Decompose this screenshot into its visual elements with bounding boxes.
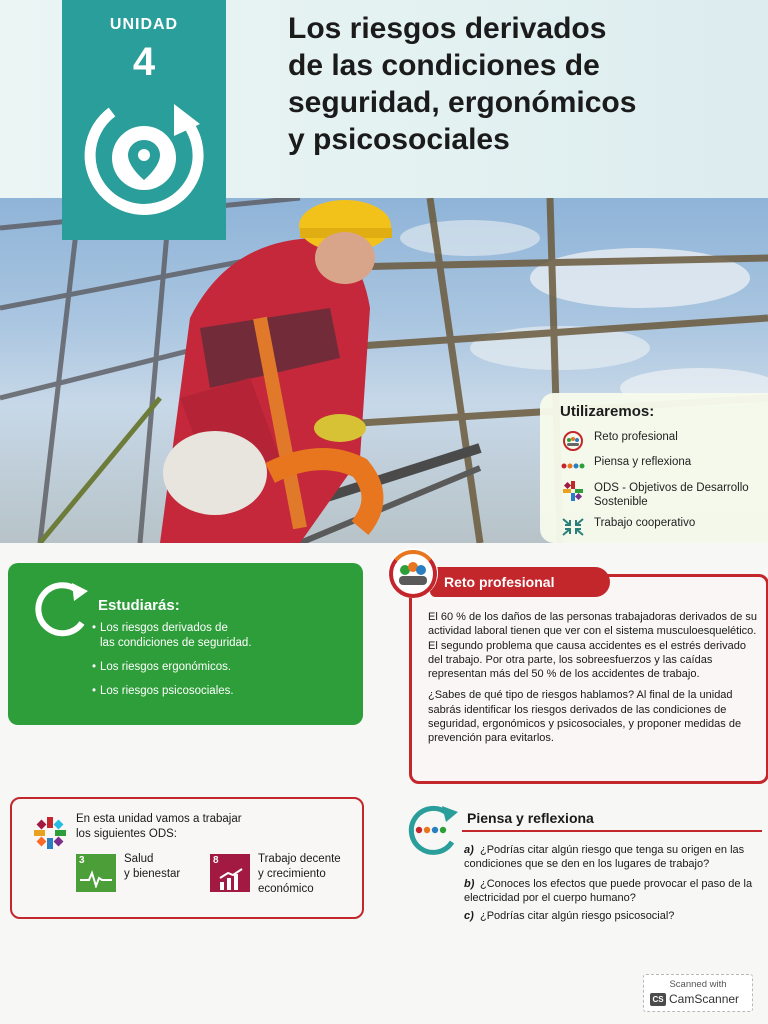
cycle-arrow-icon: [32, 579, 92, 639]
question-letter: a): [464, 844, 474, 856]
sdg-label: Trabajo decente y crecimiento económico: [258, 853, 341, 895]
reto-profesional-icon: [560, 431, 586, 451]
title-line: Los riesgos derivados: [288, 12, 607, 45]
estudiaras-list: [92, 621, 252, 708]
legend-label: Reto profesional: [594, 431, 678, 443]
location-cycle-icon: [82, 94, 206, 218]
unit-badge: [62, 0, 226, 240]
reto-title: Reto profesional: [444, 574, 555, 590]
question-text: ¿Podrías citar algún riesgo psicosocial?: [480, 910, 675, 922]
utilizaremos-panel: [540, 393, 768, 543]
unit-title: [288, 10, 758, 158]
question-text: ¿Podrías citar algún riesgo que tenga su origen en las condiciones que se den en los lugares de trabajo?: [464, 844, 745, 870]
ods-wheel-icon: [34, 817, 66, 849]
growth-chart-icon: [218, 868, 244, 890]
legend-item-ods: [560, 481, 749, 509]
reto-text: [428, 610, 760, 753]
unit-label: UNIDAD: [109, 16, 179, 33]
question-text: ¿Conoces los efectos que puede provocar el paso de la electricidad por el cuerpo humano?: [464, 878, 753, 904]
legend-label: Piensa y reflexiona: [594, 456, 692, 468]
ods-intro: En esta unidad vamos a trabajar los siguientes ODS:: [76, 813, 242, 840]
reto-paragraph: El 60 % de los daños de las personas trabajadoras derivados de su actividad laboral tienen que ver con el sistema musculoesquelético. El segundo problema que causa accidentes es el estrés derivado del trabajo. Por otra parte, los sobreesfuerzos y las caídas representan más del 50 % de los accidentes de trabajo.: [428, 611, 757, 681]
title-line: de las condiciones de: [288, 49, 600, 82]
ods-wheel-icon: [560, 481, 586, 501]
sdg-3-tile: [76, 854, 116, 892]
camscanner-logo-icon: CS: [650, 993, 666, 1006]
reto-profesional-icon: [386, 546, 440, 600]
colored-dots-icon: [560, 456, 586, 476]
question-letter: c): [464, 910, 474, 922]
unit-number: 4: [132, 40, 156, 84]
estudiaras-title: Estudiarás:: [98, 597, 180, 614]
legend-label: ODS - Objetivos de Desarrollo Sostenible: [594, 482, 749, 508]
piensa-title: Piensa y reflexiona: [467, 810, 594, 826]
legend-item-reto: [560, 431, 678, 451]
legend-item-piensa: [560, 456, 691, 476]
camscanner-watermark: [643, 974, 753, 1012]
divider: [462, 830, 762, 832]
question-item: [464, 877, 764, 905]
sdg-label: Salud y bienestar: [124, 853, 181, 880]
question-item: [464, 843, 764, 871]
question-letter: b): [464, 878, 475, 890]
heartbeat-icon: [80, 870, 112, 888]
question-item: [464, 909, 764, 923]
scanner-name: CamScanner: [669, 992, 740, 1006]
legend-item-cooperativo: [560, 517, 695, 537]
arrows-inward-icon: [560, 517, 586, 537]
reto-paragraph: ¿Sabes de qué tipo de riesgos hablamos? Al final de la unidad sabrás identificar los riesgos derivados de las condiciones de seguridad, ergonómicos y psicosociales, y proponer medidas de prevención para evitarlos.: [428, 689, 742, 745]
legend-label: Trabajo cooperativo: [594, 517, 696, 529]
list-item: • Los riesgos ergonómicos.: [92, 660, 252, 675]
title-line: y psicosociales: [288, 123, 510, 156]
piensa-cycle-icon: [404, 802, 460, 858]
estudiaras-box: [8, 563, 363, 725]
sdg-number: 8: [213, 855, 219, 866]
sdg-8-tile: [210, 854, 250, 892]
title-line: seguridad, ergonómicos: [288, 86, 637, 119]
scanner-caption: Scanned with: [669, 979, 727, 990]
sdg-number: 3: [79, 855, 85, 866]
list-item: • Los riesgos psicosociales.: [92, 684, 252, 699]
utilizaremos-title: Utilizaremos:: [560, 403, 655, 420]
list-item: • Los riesgos derivados de las condiciones de seguridad.: [92, 621, 252, 651]
